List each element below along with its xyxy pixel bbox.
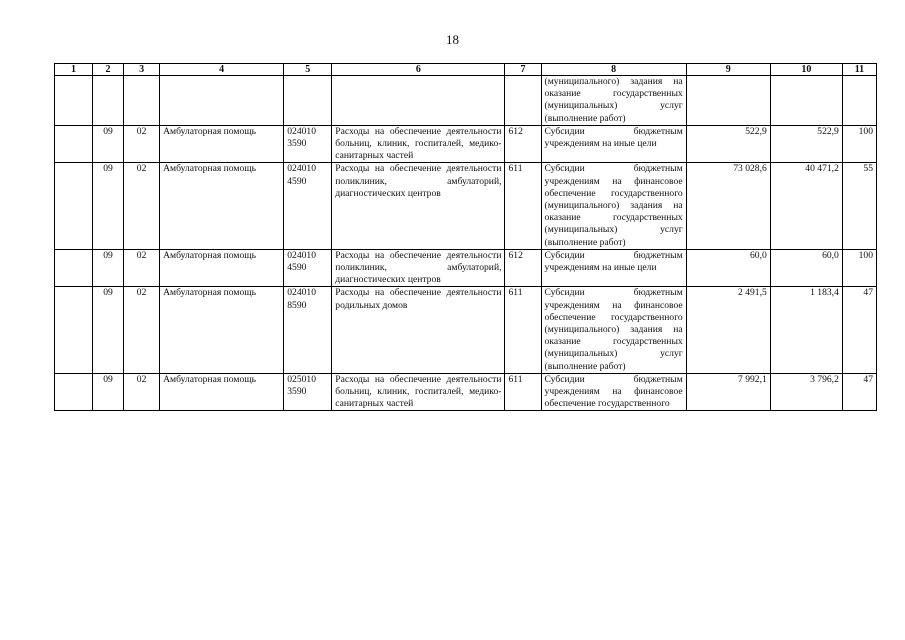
cell-plan-amount: 522,9 xyxy=(686,125,770,163)
cell-section: 09 xyxy=(93,249,124,287)
cell-col1 xyxy=(55,163,93,249)
cell-percent: 55 xyxy=(842,163,876,249)
cell-actual-amount: 3 796,2 xyxy=(770,373,842,411)
cell-section-name: Амбулаторная помощь xyxy=(160,373,284,411)
cell-expense-description: Расходы на обеспечение деятельности поликлиник, амбулаторий, диагностических центров xyxy=(332,249,505,287)
cell-expense-type: 611 xyxy=(505,163,541,249)
cell-plan-amount xyxy=(686,76,770,126)
budget-table xyxy=(54,63,877,411)
cell-percent: 47 xyxy=(842,373,876,411)
cell-expense-type xyxy=(505,76,541,126)
cell-expense-description xyxy=(332,76,505,126)
cell-percent xyxy=(842,76,876,126)
col-header-10: 10 xyxy=(770,64,842,76)
cell-actual-amount: 1 183,4 xyxy=(770,287,842,373)
cell-expense-type: 612 xyxy=(505,125,541,163)
cell-target-code: 024010 8590 xyxy=(284,287,332,373)
table-row xyxy=(55,125,877,163)
cell-col1 xyxy=(55,125,93,163)
cell-subsection: 02 xyxy=(124,125,160,163)
cell-plan-amount: 2 491,5 xyxy=(686,287,770,373)
col-header-2: 2 xyxy=(93,64,124,76)
cell-section: 09 xyxy=(93,163,124,249)
cell-expense-type-name: Субсидии бюджетным учреждениям на финансовое обеспечение государственного (муниципального) задания на оказание государственных (муниципальных) услуг (выполнение работ) xyxy=(541,287,686,373)
cell-expense-type: 611 xyxy=(505,373,541,411)
column-number-header xyxy=(55,64,877,76)
cell-plan-amount: 60,0 xyxy=(686,249,770,287)
col-header-3: 3 xyxy=(124,64,160,76)
cell-section-name: Амбулаторная помощь xyxy=(160,287,284,373)
col-header-5: 5 xyxy=(284,64,332,76)
cell-actual-amount: 522,9 xyxy=(770,125,842,163)
col-header-8: 8 xyxy=(541,64,686,76)
cell-col1 xyxy=(55,76,93,126)
col-header-7: 7 xyxy=(505,64,541,76)
cell-section-name: Амбулаторная помощь xyxy=(160,125,284,163)
table-row xyxy=(55,163,877,249)
cell-expense-description: Расходы на обеспечение деятельности больниц, клиник, госпиталей, медико-санитарных частей xyxy=(332,125,505,163)
col-header-4: 4 xyxy=(160,64,284,76)
cell-target-code: 024010 3590 xyxy=(284,125,332,163)
cell-actual-amount: 60,0 xyxy=(770,249,842,287)
page-number: 18 xyxy=(446,32,459,47)
cell-section-name xyxy=(160,76,284,126)
cell-percent: 100 xyxy=(842,125,876,163)
cell-section-name: Амбулаторная помощь xyxy=(160,249,284,287)
cell-col1 xyxy=(55,373,93,411)
cell-percent: 47 xyxy=(842,287,876,373)
cell-target-code: 025010 3590 xyxy=(284,373,332,411)
cell-target-code: 024010 4590 xyxy=(284,163,332,249)
cell-subsection: 02 xyxy=(124,287,160,373)
cell-section: 09 xyxy=(93,125,124,163)
cell-expense-type-name: Субсидии бюджетным учреждениям на финансовое обеспечение государственного xyxy=(541,373,686,411)
cell-target-code: 024010 4590 xyxy=(284,249,332,287)
col-header-9: 9 xyxy=(686,64,770,76)
cell-target-code xyxy=(284,76,332,126)
cell-percent: 100 xyxy=(842,249,876,287)
table-row xyxy=(55,287,877,373)
cell-expense-type-name: Субсидии бюджетным учреждениям на финансовое обеспечение государственного (муниципального) задания на оказание государственных (муниципальных) услуг (выполнение работ) xyxy=(541,163,686,249)
cell-section: 09 xyxy=(93,287,124,373)
cell-plan-amount: 73 028,6 xyxy=(686,163,770,249)
cell-actual-amount xyxy=(770,76,842,126)
cell-actual-amount: 40 471,2 xyxy=(770,163,842,249)
col-header-1: 1 xyxy=(55,64,93,76)
cell-expense-type-name: (муниципального) задания на оказание государственных (муниципальных) услуг (выполнение работ) xyxy=(541,76,686,126)
cell-subsection: 02 xyxy=(124,249,160,287)
cell-expense-description: Расходы на обеспечение деятельности поликлиник, амбулаторий, диагностических центров xyxy=(332,163,505,249)
cell-expense-description: Расходы на обеспечение деятельности больниц, клиник, госпиталей, медико-санитарных частей xyxy=(332,373,505,411)
cell-expense-type: 612 xyxy=(505,249,541,287)
cell-subsection xyxy=(124,76,160,126)
table-row xyxy=(55,249,877,287)
cell-expense-description: Расходы на обеспечение деятельности родильных домов xyxy=(332,287,505,373)
col-header-11: 11 xyxy=(842,64,876,76)
table-row xyxy=(55,373,877,411)
cell-plan-amount: 7 992,1 xyxy=(686,373,770,411)
cell-section: 09 xyxy=(93,373,124,411)
cell-col1 xyxy=(55,249,93,287)
cell-subsection: 02 xyxy=(124,373,160,411)
cell-section xyxy=(93,76,124,126)
cell-section-name: Амбулаторная помощь xyxy=(160,163,284,249)
table-row xyxy=(55,76,877,126)
cell-expense-type: 611 xyxy=(505,287,541,373)
cell-subsection: 02 xyxy=(124,163,160,249)
cell-col1 xyxy=(55,287,93,373)
cell-expense-type-name: Субсидии бюджетным учреждениям на иные цели xyxy=(541,125,686,163)
col-header-6: 6 xyxy=(332,64,505,76)
cell-expense-type-name: Субсидии бюджетным учреждениям на иные цели xyxy=(541,249,686,287)
